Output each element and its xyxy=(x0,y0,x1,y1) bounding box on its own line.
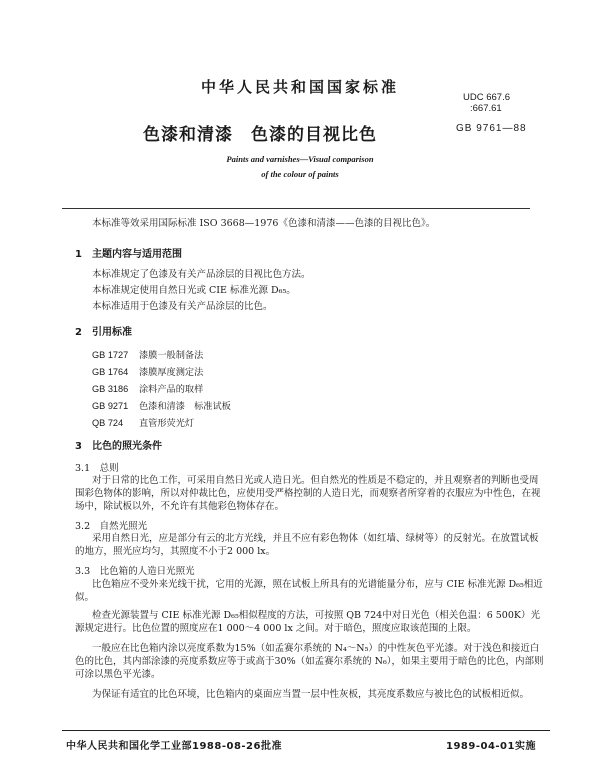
standard-title: 中华人民共和国国家标准 xyxy=(200,78,399,96)
subsection-3-2-heading: 3.2 自然光照光 xyxy=(75,521,148,532)
subsection-3-2-text: 采用自然日光，应是部分有云的北方光线，并且不应有彩色物体（如红墙、绿树等）的反射光。在放置试板的地方，照光应均匀，其照度不小于2 000 lx。 xyxy=(75,533,539,557)
section1-line2: 本标准规定使用自然日光或 CIE 标准光源 D₆₅。 xyxy=(92,285,296,296)
subsection-3-3-para2: 检查光源装置与 CIE 标准光源 D₆₅相似程度的方法，可按照 QB 724中对日光色（相关色温：6 500K）光源规定进行。比色位置的照度应在1 000～4 000 lx 之间。对于暗色，照度应取该范围的上限。 xyxy=(75,610,540,634)
subsection-3-3-heading: 3.3 比色箱的人造日光照光 xyxy=(75,566,195,577)
document-title-en-line2: of the colour of paints xyxy=(261,169,339,179)
document-title-en-line1: Paints and varnishes—Visual comparison xyxy=(226,154,374,164)
approval-note: 中华人民共和国化学工业部1988-08-26批准 xyxy=(66,741,282,752)
udc-code-line1: UDC 667.6 xyxy=(463,92,510,103)
effective-date: 1989-04-01实施 xyxy=(446,741,536,752)
section3-heading: 3 比色的照光条件 xyxy=(75,441,162,452)
footer-divider xyxy=(62,730,550,731)
subsection-3-3-para1: 比色箱应不受外来光线干扰，它用的光源，照在试板上所具有的光谱能量分布，应与 CIE 标准光源 D₆₅相近似。 xyxy=(75,579,543,603)
subsection-3-3-para3: 一般应在比色箱内涂以亮度系数为15%（如孟赛尔系统的 N₄～N₅）的中性灰色平光漆。对于浅色和接近白色的比色，其内部涂漆的亮度系数应等于或高于30%（如孟赛尔系统的 N₆），如果主要用于暗色的比色，内部则可涂以黑色平光漆。 xyxy=(75,643,544,680)
section2-heading: 2 引用标准 xyxy=(75,327,132,338)
reference-item: GB 3186 涂料产品的取样 xyxy=(92,384,204,395)
reference-item: QB 724 直管形荧光灯 xyxy=(92,418,195,429)
section1-line3: 本标准适用于色漆及有关产品涂层的比色。 xyxy=(92,301,273,312)
section1-heading: 1 主题内容与适用范围 xyxy=(75,249,182,260)
gb-number: GB 9761—88 xyxy=(456,123,527,134)
document-title-cn: 色漆和清漆 色漆的目视比色 xyxy=(143,125,377,145)
section1-line1: 本标准规定了色漆及有关产品涂层的目视比色方法。 xyxy=(92,269,311,280)
reference-item: GB 1764 漆膜厚度测定法 xyxy=(92,367,204,378)
subsection-3-1-heading: 3.1 总则 xyxy=(75,463,119,474)
intro-paragraph: 本标准等效采用国际标准 ISO 3668—1976《色漆和清漆——色漆的目视比色》。 xyxy=(92,218,436,229)
header-divider xyxy=(62,208,530,209)
subsection-3-1-text: 对于日常的比色工作，可采用自然日光或人造日光。但自然光的性质是不稳定的，并且观察者的判断也受周围彩色物体的影响，所以对仲裁比色，应使用受严格控制的人造日光，而观察者所穿着的衣服应为中性色，在视场中，除试板以外，不允许有其他彩色物体存在。 xyxy=(75,475,541,512)
reference-item: GB 9271 色漆和清漆 标准试板 xyxy=(92,401,231,412)
reference-item: GB 1727 漆膜一般制备法 xyxy=(92,350,204,361)
udc-code-line2: :667.61 xyxy=(470,103,502,114)
subsection-3-3-para4: 为保证有适宜的比色环境，比色箱内的桌面应当置一层中性灰板，其亮度系数应与被比色的试板相近似。 xyxy=(92,689,530,700)
